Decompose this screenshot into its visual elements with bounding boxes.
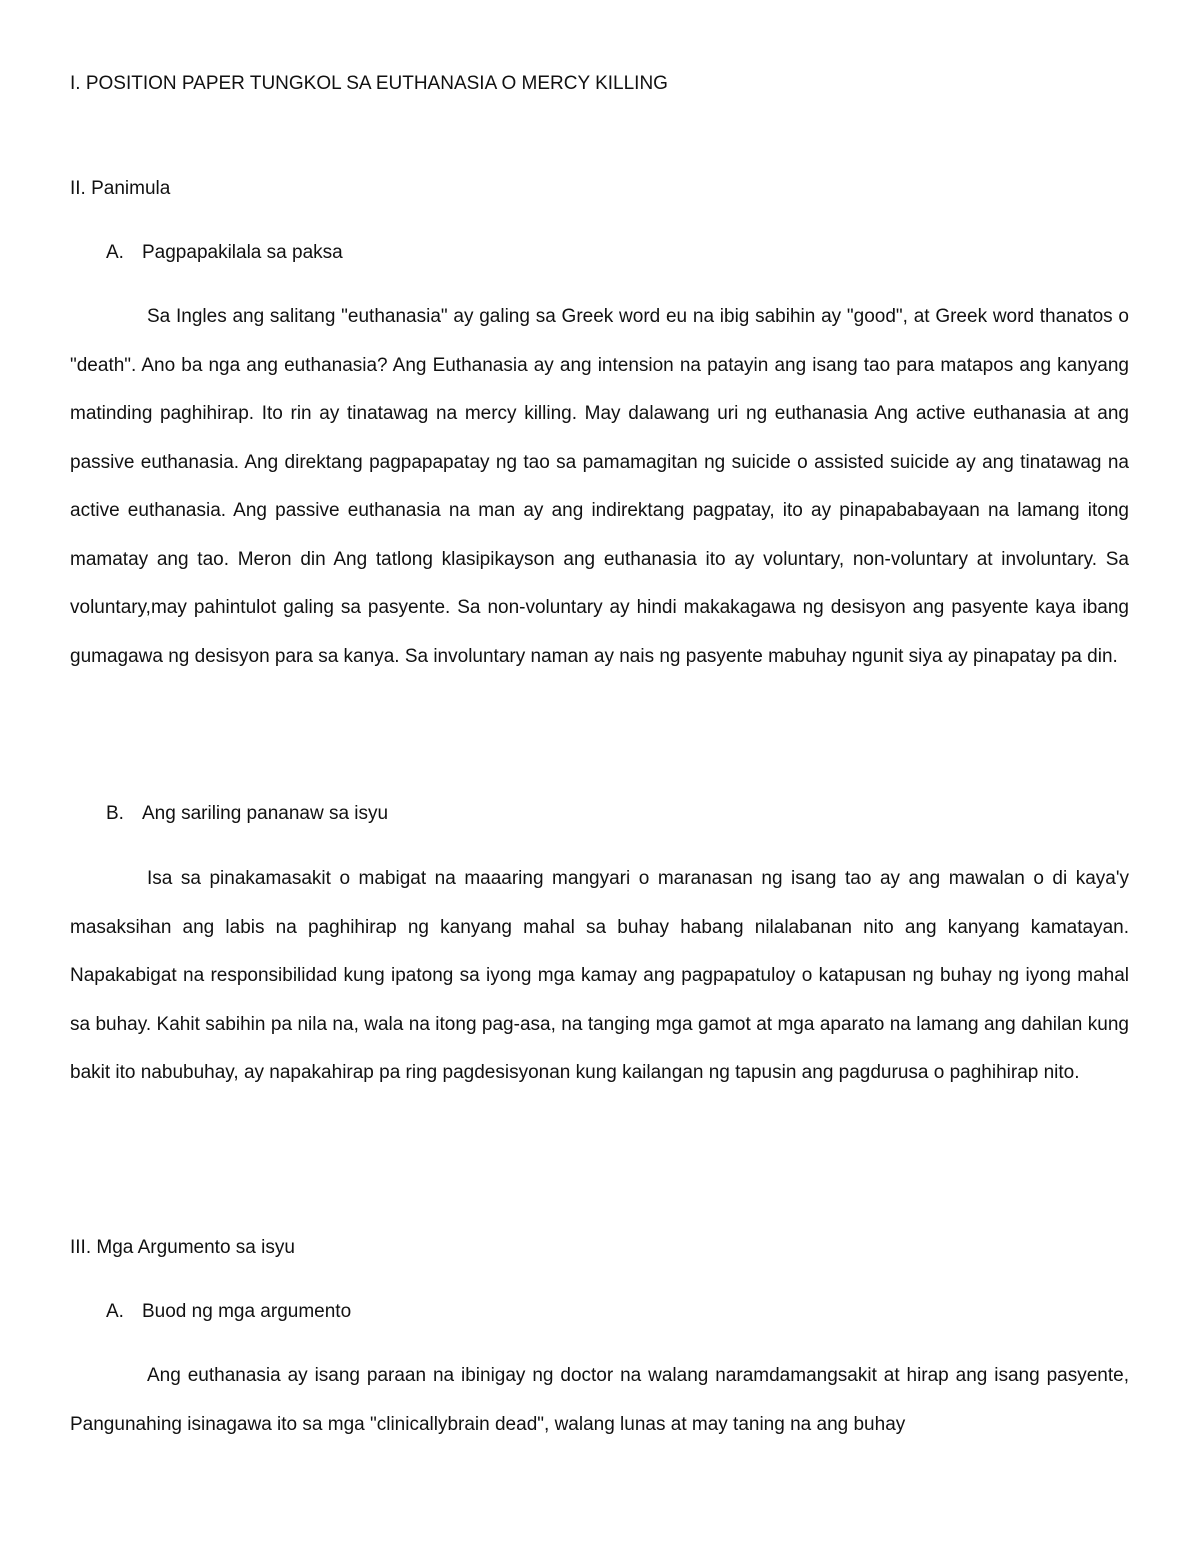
section-heading-argumento: III. Mga Argumento sa isyu bbox=[70, 1237, 295, 1258]
paragraph-pagpapakilala: Sa Ingles ang salitang "euthanasia" ay galing sa Greek word eu na ibig sabihin ay "good", at Greek word thanatos o "death". Ano ba nga ang euthanasia? Ang Euthanasia ay ang intension na patayin ang isang tao para matapos ang kanyang matinding paghihirap. Ito rin ay tinatawag na mercy killing. May dalawang uri ng euthanasia Ang active euthanasia at ang passive euthanasia. Ang direktang pagpapapatay ng tao sa pamamagitan ng suicide o assisted suicide ay ang tinatawag na active euthanasia. Ang passive euthanasia na man ay ang indirektang pagpatay, ito ay pinapababayaan na lamang itong mamatay ang tao. Meron din Ang tatlong klasipikayson ang euthanasia ito ay voluntary, non-voluntary at involuntary. Sa voluntary,may pahintulot galing sa pasyente. Sa non-voluntary ay hindi makakagawa ng desisyon ang pasyente kaya ibang gumagawa ng desisyon para sa kanya. Sa involuntary naman ay nais ng pasyente mabuhay ngunit siya ay pinapatay pa din. bbox=[70, 306, 1129, 667]
paragraph-sariling-pananaw: Isa sa pinakamasakit o mabigat na maaaring mangyari o maranasan ng isang tao ay ang mawalan o di kaya'y masaksihan ang labis na paghihirap ng kanyang mahal sa buhay habang nilalabanan nito ang kanyang kamatayan. Napakabigat na responsibilidad kung ipatong sa iyong mga kamay ang pagpapatuloy o katapusan ng buhay ng iyong mahal sa buhay. Kahit sabihin pa nila na, wala na itong pag-asa, na tanging mga gamot at mga aparato na lamang ang dahilan kung bakit ito nabubuhay, ay napakahirap pa ring pagdesisyonan kung kailangan ng tapusin ang pagdurusa o paghihirap nito. bbox=[70, 868, 1129, 1083]
list-item-label: Buod ng mga argumento bbox=[142, 1301, 352, 1322]
list-item-sariling-pananaw bbox=[106, 802, 388, 826]
list-item-buod bbox=[106, 1300, 351, 1324]
list-item-label: Ang sariling pananaw sa isyu bbox=[142, 803, 389, 824]
list-item-pagpapakilala bbox=[106, 241, 343, 265]
section-heading-panimula: II. Panimula bbox=[70, 178, 171, 199]
document-title: I. POSITION PAPER TUNGKOL SA EUTHANASIA O MERCY KILLING bbox=[70, 73, 668, 94]
list-marker: B. bbox=[106, 803, 124, 824]
list-marker: A. bbox=[106, 242, 124, 263]
list-marker: A. bbox=[106, 1301, 124, 1322]
list-item-label: Pagpapakilala sa paksa bbox=[142, 242, 343, 263]
paragraph-buod: Ang euthanasia ay isang paraan na ibinigay ng doctor na walang naramdamangsakit at hirap ang isang pasyente, Pangunahing isinagawa ito sa mga "clinicallybrain dead", walang lunas at may taning na ang buhay bbox=[70, 1365, 1129, 1435]
